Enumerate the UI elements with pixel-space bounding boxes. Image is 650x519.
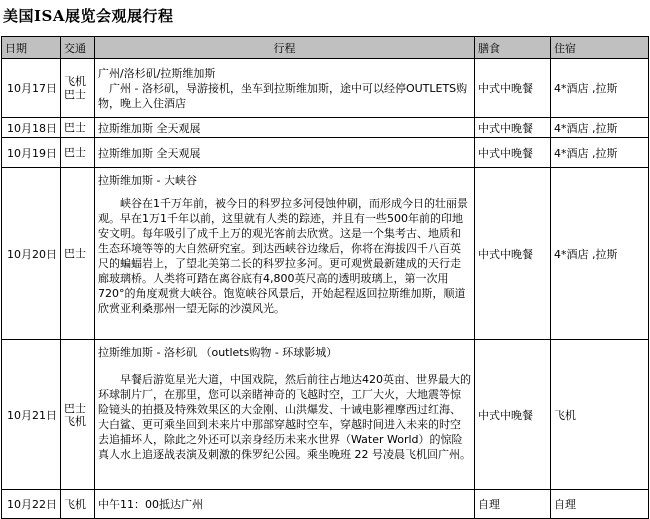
row-itinerary: 中午11：00抵达广州 <box>95 490 475 519</box>
row-date: 10月18日 <box>2 118 61 138</box>
row-meals: 中式中晚餐 <box>475 59 551 118</box>
header-date: 日期 <box>2 37 61 59</box>
row-date: 10月22日 <box>2 490 61 519</box>
row-transport-text: 飞机 巴士 <box>64 75 86 101</box>
row-transport: 巴士 <box>61 168 95 340</box>
row-lodging: 飞机 <box>551 340 649 490</box>
itinerary-heading: 拉斯维加斯 - 大峡谷 <box>98 174 197 187</box>
itinerary-text: 峡谷在1千万年前，被今日的科罗拉多河侵蚀仲刷，而形成今日的壮丽景观。早在1万1千年以前，这里就有人类的踪迹，并且有一些500年前的印地安文明。每年吸引了成千上万的观光客前去欣赏。这是一个集考古、地质和生态环境等等的大自然研究室。到达西峡谷边缘后，你将在海拔四千八百英尺的蝙蝠岩上，了望北美第二长的科罗拉多河。更可观赏最新建成的天行走廊玻璃桥。人类将可踏在离谷底有4,800英尺高的透明玻璃上，第一次用720°的角度观赏大峡谷。饱览峡谷风景后，开始起程返回拉斯维加斯，顺道欣赏亚利桑那州一望无际的沙漠风光。 <box>98 197 468 315</box>
header-itinerary: 行程 <box>95 37 475 59</box>
row-date: 10月20日 <box>2 168 61 340</box>
row-lodging: 4*酒店 ,拉斯 <box>551 118 649 138</box>
row-itinerary <box>95 340 475 490</box>
row-meals: 中式中晚餐 <box>475 340 551 490</box>
itinerary-text: 早餐后游览星光大道，中国戏院，然后前往占地达420英亩、世界最大的环球制片厂，在那里，您可以亲睹神奇的飞越时空，工厂大火，大地震等惊险镜头的拍摄及特殊效果区的大金刚、山洪爆发、十诫电影裡摩西过红海、大白鲨、更可乘坐回到未来片中那部穿越时空车，穿越时间进入未来的时空去追捕坏人，除此之外还可以亲身经历未来水世界（Water World）的惊险真人水上追逐战表演及刺激的侏罗纪公园。乘坐晚班 22 号凌晨飞机回广州。 <box>98 373 471 461</box>
row-lodging: 4*酒店 ,拉斯 <box>551 168 649 340</box>
row-date: 10月19日 <box>2 138 61 168</box>
row-meals: 自理 <box>475 490 551 519</box>
page-title: 美国ISA展览会观展行程 <box>3 7 174 25</box>
row-transport: 巴士 <box>61 138 95 168</box>
row-lodging: 自理 <box>551 490 649 519</box>
table-row <box>2 340 649 490</box>
table-row <box>2 168 649 340</box>
header-transport: 交通 <box>61 37 95 59</box>
itinerary-text: 广州 - 洛杉矶，导游接机，坐车到拉斯维加斯，途中可以经停OUTLETS购物，晚上入住酒店 <box>98 81 468 110</box>
header-lodging: 住宿 <box>551 37 649 59</box>
row-transport <box>61 340 95 490</box>
table-row <box>2 490 649 519</box>
row-lodging: 4*酒店 ,拉斯 <box>551 59 649 118</box>
table-row <box>2 138 649 168</box>
row-meals: 中式中晚餐 <box>475 118 551 138</box>
header-meals: 膳食 <box>475 37 551 59</box>
itinerary-heading: 拉斯维加斯 - 洛杉矶 （outlets购物 - 环球影城） <box>98 346 338 359</box>
table-row <box>2 59 649 118</box>
table-row <box>2 118 649 138</box>
itinerary-table <box>1 36 649 519</box>
row-itinerary: 拉斯维加斯 全天观展 <box>95 118 475 138</box>
row-transport: 飞机 <box>61 490 95 519</box>
row-date: 10月21日 <box>2 340 61 490</box>
row-transport-text: 巴士 飞机 <box>64 401 86 428</box>
row-transport <box>61 59 95 118</box>
row-meals: 中式中晚餐 <box>475 138 551 168</box>
row-transport: 巴士 <box>61 118 95 138</box>
row-itinerary <box>95 59 475 118</box>
row-date: 10月17日 <box>2 59 61 118</box>
row-itinerary: 拉斯维加斯 全天观展 <box>95 138 475 168</box>
row-meals: 中式中晚餐 <box>475 168 551 340</box>
table-header-row <box>2 37 649 59</box>
row-itinerary <box>95 168 475 340</box>
row-lodging: 4*酒店 ,拉斯 <box>551 138 649 168</box>
itinerary-heading: 广州/洛杉矶/拉斯维加斯 <box>98 66 216 80</box>
